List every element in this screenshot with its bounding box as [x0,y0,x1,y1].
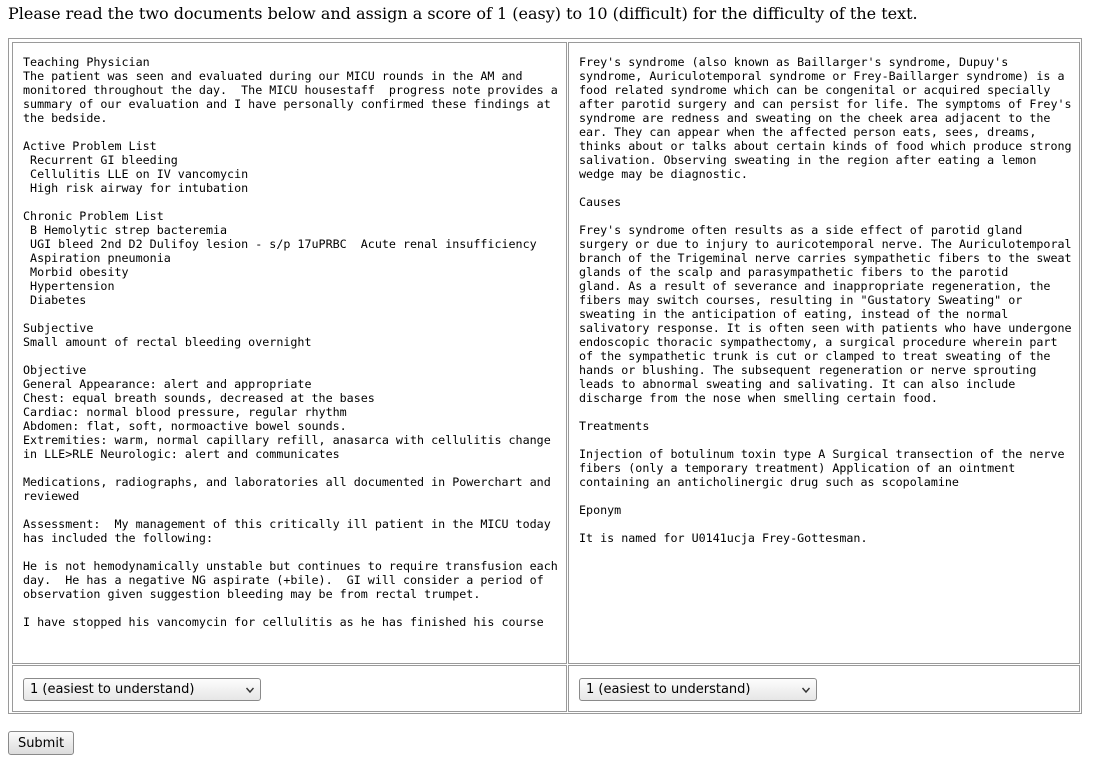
document-2-rating-value: 1 (easiest to understand) [586,682,751,697]
submit-button[interactable]: Submit [8,731,74,755]
instructions-text: Please read the two documents below and assign a score of 1 (easy) to 10 (difficult) for the difficulty of the text. [8,4,918,23]
document-1-cell [12,42,567,664]
document-2-text: Frey's syndrome (also known as Baillarger's syndrome, Dupuy's syndrome, Auriculotemporal syndrome or Frey-Baillarger syndrome) is a food related syndrome which can be congenital or acquired specially after parotid surgery and can persist for life. The symptoms of Frey's syndrome are redness and sweating on the cheek area adjacent to the ear. They can appear when the affected person eats, sees, dreams, thinks about or talks about certain kinds of food which produce strong salivation. Observing sweating in the region after eating a lemon wedge may be diagnostic. Causes Frey's syndrome often results as a side effect of parotid gland surgery or due to injury to auricotemporal nerve. The Auriculotemporal branch of the Trigeminal nerve carries sympathetic fibers to the sweat glands of the scalp and parasympathetic fibers to the parotid gland. As a result of severance and inappropriate regeneration, the fibers may switch courses, resulting in "Gustatory Sweating" or sweating in the anticipation of eating, instead of the normal salivatory response. It is often seen with patients who have undergone endoscopic thoracic sympathectomy, a surgical procedure wherein part of the sympathetic trunk is cut or clamped to treat sweating of the hands or blushing. The subsequent regeneration or nerve sprouting leads to abnormal sweating and salivating. It can also include discharge from the nose when smelling certain food. Treatments Injection of botulinum toxin type A Surgical transection of the nerve fibers (only a temporary treatment) Application of an ointment containing an anticholinergic drug such as scopolamine Eponym It is named for U0141ucja Frey-Gottesman. [579,55,1072,545]
document-2-rating-select[interactable] [579,678,817,701]
documents-table [8,38,1082,714]
document-2-cell [568,42,1080,664]
chevron-down-icon [802,686,810,694]
document-1-rating-value: 1 (easiest to understand) [30,682,195,697]
document-1-text: Teaching Physician The patient was seen and evaluated during our MICU rounds in the AM and monitored throughout the day. The MICU housestaff progress note provides a summary of our evaluation and I have personally confirmed these findings at the bedside. Active Problem List Recurrent GI bleeding Cellulitis LLE on IV vancomycin High risk airway for intubation Chronic Problem List B Hemolytic strep bacteremia UGI bleed 2nd D2 Dulifoy lesion - s/p 17uPRBC Acute renal insufficiency Aspiration pneumonia Morbid obesity Hypertension Diabetes Subjective Small amount of rectal bleeding overnight Objective General Appearance: alert and appropriate Chest: equal breath sounds, decreased at the bases Cardiac: normal blood pressure, regular rhythm Abdomen: flat, soft, normoactive bowel sounds. Extremities: warm, normal capillary refill, anasarca with cellulitis change in LLE>RLE Neurologic: alert and communicates Medications, radiographs, and laboratories all documented in Powerchart and reviewed Assessment: My management of this critically ill patient in the MICU today has included the following: He is not hemodynamically unstable but continues to require transfusion each day. He has a negative NG aspirate (+bile). GI will consider a period of observation given suggestion bleeding may be from rectal trumpet. I have stopped his vancomycin for cellulitis as he has finished his course [23,55,558,629]
chevron-down-icon [246,686,254,694]
document-1-rating-cell [12,665,567,712]
document-2-rating-cell [568,665,1080,712]
document-1-rating-select[interactable] [23,678,261,701]
